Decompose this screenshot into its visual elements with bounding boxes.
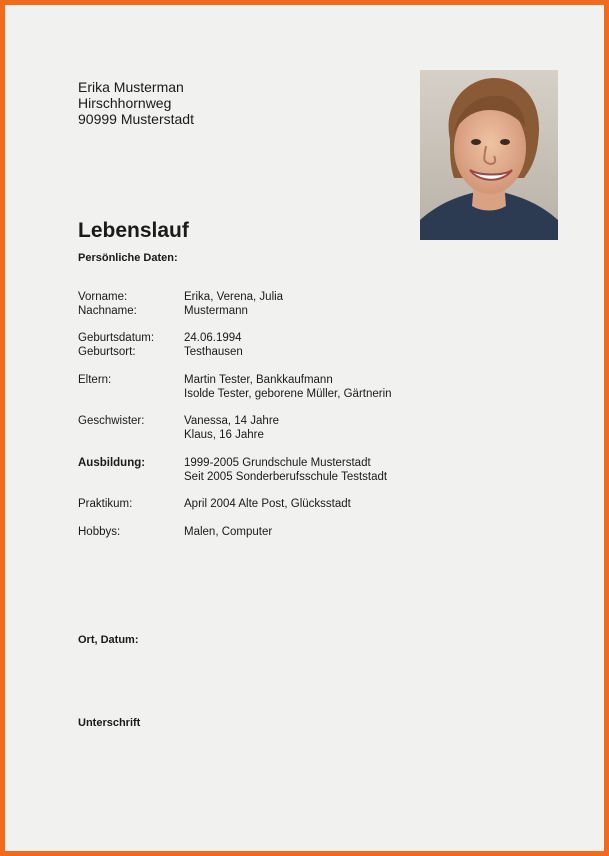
row-value: Isolde Tester, geborene Müller, Gärtnerin	[184, 388, 392, 400]
row-label: Hobbys:	[78, 526, 121, 538]
row-value: Testhausen	[184, 346, 243, 358]
row-label: Vorname:	[78, 291, 128, 303]
row-label: Praktikum:	[78, 498, 133, 510]
place-date-label: Ort, Datum:	[78, 634, 139, 646]
row-value: Malen, Computer	[184, 526, 273, 538]
address-city: 90999 Musterstadt	[78, 111, 194, 127]
row-value: Mustermann	[184, 305, 248, 317]
row-value: Klaus, 16 Jahre	[184, 429, 264, 441]
sender-address	[78, 79, 194, 127]
address-street: Hirschhornweg	[78, 95, 172, 111]
portrait-photo	[420, 70, 558, 240]
portrait-icon	[420, 70, 558, 240]
row-value: Erika, Verena, Julia	[184, 291, 284, 303]
row-value: Seit 2005 Sonderberufsschule Teststadt	[184, 471, 388, 483]
row-value: 24.06.1994	[184, 332, 242, 344]
document-title: Lebenslauf	[78, 219, 189, 242]
row-label: Geschwister:	[78, 415, 145, 427]
row-value: Martin Tester, Bankkaufmann	[184, 374, 333, 386]
row-value: 1999-2005 Grundschule Musterstadt	[184, 457, 371, 469]
signature-label: Unterschrift	[78, 717, 141, 729]
address-name: Erika Musterman	[78, 79, 184, 95]
section-personal-data: Persönliche Daten:	[78, 252, 178, 264]
row-label: Eltern:	[78, 374, 112, 386]
row-value: April 2004 Alte Post, Glücksstadt	[184, 498, 351, 510]
row-value: Vanessa, 14 Jahre	[184, 415, 280, 427]
row-label: Nachname:	[78, 305, 137, 317]
row-label: Geburtsdatum:	[78, 332, 155, 344]
row-label: Ausbildung:	[78, 457, 146, 469]
row-label: Geburtsort:	[78, 346, 136, 358]
